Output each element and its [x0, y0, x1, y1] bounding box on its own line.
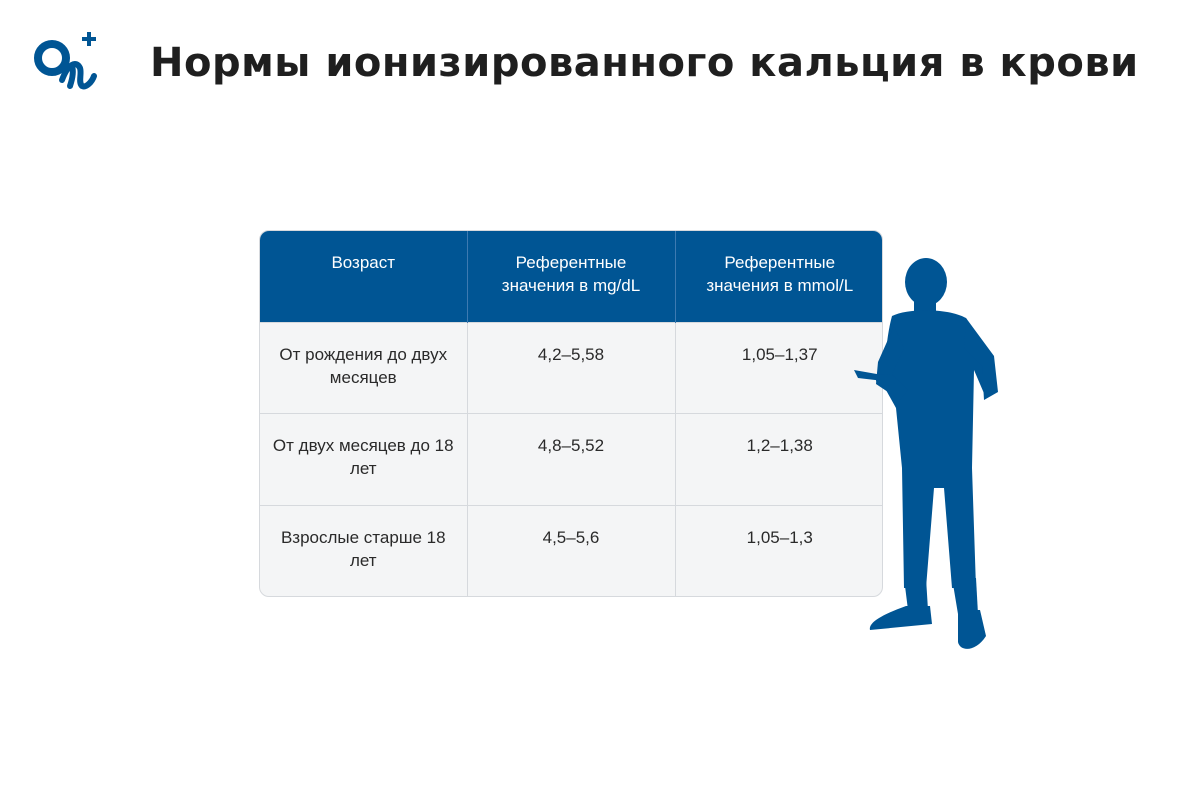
reference-table — [260, 231, 883, 596]
reference-table-container — [259, 230, 883, 597]
table-row — [260, 505, 883, 596]
cell-mg-dl: 4,8–5,52 — [467, 414, 675, 506]
on-clinic-logo-icon — [32, 30, 104, 94]
table-header-row — [260, 231, 883, 322]
header-mg-dl: Референтные значения в mg/dL — [467, 231, 675, 322]
cell-mg-dl: 4,2–5,58 — [467, 322, 675, 414]
cell-mg-dl: 4,5–5,6 — [467, 505, 675, 596]
cell-mmol-l: 1,05–1,37 — [675, 322, 883, 414]
doctor-silhouette-icon — [848, 258, 1008, 654]
table-row — [260, 322, 883, 414]
cell-mmol-l: 1,2–1,38 — [675, 414, 883, 506]
page-title: Нормы ионизированного кальция в крови — [150, 40, 1139, 86]
header-age: Возраст — [260, 231, 467, 322]
cell-mmol-l: 1,05–1,3 — [675, 505, 883, 596]
table-row — [260, 414, 883, 506]
cell-age: От двух месяцев до 18 лет — [260, 414, 467, 506]
cell-age: Взрослые старше 18 лет — [260, 505, 467, 596]
header-mmol-l: Референтные значения в mmol/L — [675, 231, 883, 322]
cell-age: От рождения до двух месяцев — [260, 322, 467, 414]
